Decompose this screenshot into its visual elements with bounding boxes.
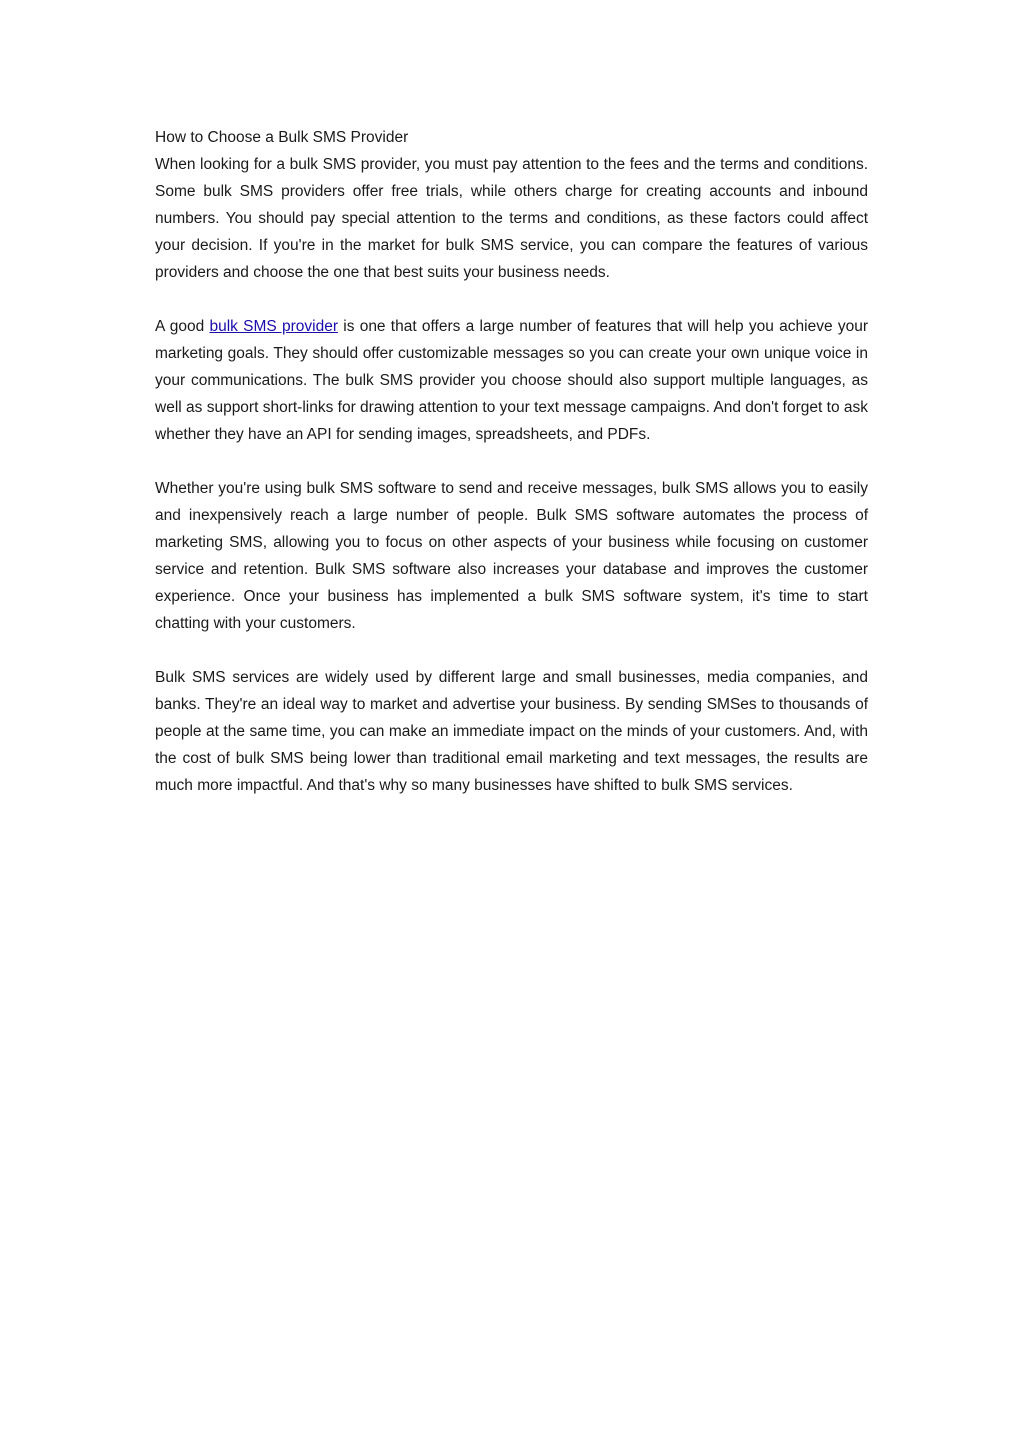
paragraph-software: Whether you're using bulk SMS software to send and receive messages, bulk SMS allows you to easily and inexpensively reach a large number of people. Bulk SMS software automates the process of marketing SMS, allowing you to focus on other aspects of your business while focusing on customer service and retention. Bulk SMS software also increases your database and improves the customer experience. Once your business has implemented a bulk SMS software system, it's time to start chatting with your customers. — [155, 480, 868, 632]
paragraph-features — [155, 313, 868, 448]
bulk-sms-provider-link[interactable]: bulk SMS provider — [209, 318, 338, 335]
paragraph-intro: When looking for a bulk SMS provider, you must pay attention to the fees and the terms and conditions. Some bulk SMS providers offer free trials, while others charge for creating accounts and inbound numbers. You should pay special attention to the terms and conditions, as these factors could affect your decision. If you're in the market for bulk SMS service, you can compare the features of various providers and choose the one that best suits your business needs. — [155, 156, 868, 281]
document-page — [155, 124, 868, 826]
document-title: How to Choose a Bulk SMS Provider — [155, 129, 409, 146]
paragraph-features-body: is one that offers a large number of features that will help you achieve your marketing goals. They should offer customizable messages so you can create your own unique voice in your communications. The bulk SMS provider you choose should also support multiple languages, as well as support short-links for drawing attention to your text message campaigns. And don't forget to ask whether they have an API for sending images, spreadsheets, and PDFs. — [155, 318, 868, 443]
paragraph-features-lead: A good — [155, 318, 210, 335]
paragraph-services: Bulk SMS services are widely used by different large and small businesses, media companies, and banks. They're an ideal way to market and advertise your business. By sending SMSes to thousands of people at the same time, you can make an immediate impact on the minds of your customers. And, with the cost of bulk SMS being lower than traditional email marketing and text messages, the results are much more impactful. And that's why so many businesses have shifted to bulk SMS services. — [155, 669, 868, 794]
